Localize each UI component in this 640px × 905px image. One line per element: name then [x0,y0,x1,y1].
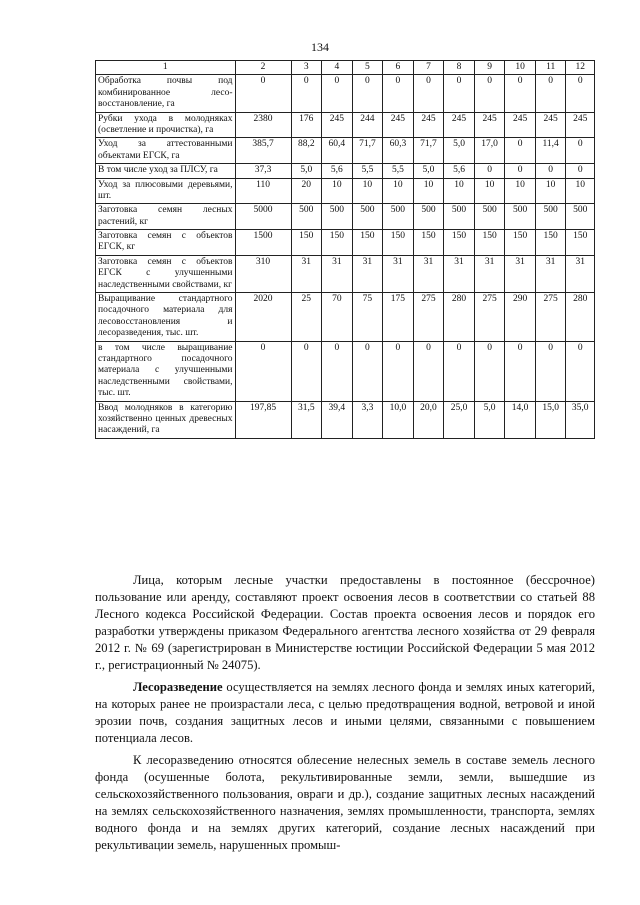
table-header-cell: 8 [444,61,475,75]
row-value: 0 [505,138,536,164]
row-value: 10 [413,178,444,204]
row-value: 20,0 [413,401,444,438]
row-label: Ввод молодняков в категорию хозяйственно ценных древесных насаждений, га [96,401,236,438]
row-value: 31 [413,255,444,292]
row-value: 2380 [235,112,291,138]
row-value: 0 [505,75,536,112]
row-value: 31 [291,255,322,292]
row-value: 0 [474,164,505,178]
term-afforestation: Лесоразведение [133,680,223,694]
table-row [96,293,595,342]
row-value: 0 [235,341,291,401]
row-value: 150 [444,230,475,256]
row-value: 385,7 [235,138,291,164]
row-value: 25 [291,293,322,342]
row-value: 10 [444,178,475,204]
row-value: 150 [413,230,444,256]
paragraph-project-development: Лица, которым лесные участки предоставлены в постоянное (бессрочное) пользование или аренду, составляют проект освоения лесов в соответствии со статьей 88 Лесного кодекса Российской Федерации. Состав проекта освоения лесов и порядок его разработки утверждены приказом Федерального агентства лесного хозяйства от 29 февраля 2012 г. № 69 (зарегистрирован в Министерстве юстиции Российской Федерации 5 мая 2012 г., регистрационный № 24075). [95,573,595,672]
row-value: 500 [383,204,414,230]
row-label: Уход за аттестованными объектами ЕГСК, га [96,138,236,164]
row-value: 245 [535,112,566,138]
row-value: 31 [566,255,595,292]
row-value: 500 [291,204,322,230]
table-body [96,75,595,438]
row-value: 150 [474,230,505,256]
row-value: 5,5 [352,164,383,178]
row-value: 0 [235,75,291,112]
row-value: 5,6 [444,164,475,178]
row-value: 31 [383,255,414,292]
row-label: В том числе уход за ПЛСУ, га [96,164,236,178]
row-value: 0 [535,164,566,178]
row-value: 31 [535,255,566,292]
table-row [96,164,595,178]
body-text [95,572,595,859]
row-value: 0 [474,75,505,112]
table-row [96,178,595,204]
row-value: 245 [383,112,414,138]
row-value: 500 [566,204,595,230]
row-value: 245 [444,112,475,138]
row-value: 0 [352,75,383,112]
row-value: 31,5 [291,401,322,438]
row-value: 0 [535,341,566,401]
row-value: 290 [505,293,536,342]
table-header-cell: 5 [352,61,383,75]
table-header-cell: 4 [322,61,353,75]
table-header-cell: 1 [96,61,236,75]
table-row [96,75,595,112]
table-header-cell: 3 [291,61,322,75]
table-row [96,112,595,138]
row-value: 5,0 [291,164,322,178]
page-number: 134 [311,40,329,54]
row-value: 3,3 [352,401,383,438]
row-value: 2020 [235,293,291,342]
row-label: Заготовка семян лесных растений, кг [96,204,236,230]
row-value: 10 [352,178,383,204]
row-value: 37,3 [235,164,291,178]
paragraph-afforestation-scope: К лесоразведению относятся облесение нелесных земель в составе земель лесного фонда (осушенные болота, рекультивированные земли, земли, вышедшие из сельскохозяйственного пользования, овраги и др.), создание защитных лесных насаждений на землях сельскохозяйственного назначения, землях промышленности, транспорта, землях водного фонда и на землях других категорий, создание лесных насаждений при рекультивации земель, нарушенных промыш- [95,753,595,852]
row-value: 0 [566,164,595,178]
paragraph-afforestation-definition [95,679,595,747]
row-value: 245 [474,112,505,138]
row-value: 15,0 [535,401,566,438]
row-value: 500 [444,204,475,230]
row-value: 0 [566,75,595,112]
row-value: 175 [383,293,414,342]
table-row [96,230,595,256]
row-value: 275 [474,293,505,342]
row-value: 150 [535,230,566,256]
row-value: 0 [413,341,444,401]
row-value: 10 [566,178,595,204]
row-value: 5,0 [474,401,505,438]
row-label: Рубки ухода в молодняках (осветление и прочистка), га [96,112,236,138]
row-value: 0 [505,341,536,401]
row-value: 275 [535,293,566,342]
row-value: 197,85 [235,401,291,438]
row-value: 500 [413,204,444,230]
row-value: 75 [352,293,383,342]
row-value: 0 [444,75,475,112]
row-value: 71,7 [352,138,383,164]
row-label: в том числе выращивание стандартного посадочного материала с улучшенными наследственными свойствами, тыс. шт. [96,341,236,401]
row-value: 500 [505,204,536,230]
paragraph-afforestation-text: осуществляется на землях лесного фонда и землях иных категорий, на которых ранее не произрастали леса, с целью предотвращения водной, ветровой и иной эрозии почв, создания защитных лесов и иными целями, связанными с повышением потенциала лесов. [95,680,595,745]
row-value: 10 [322,178,353,204]
row-value: 0 [413,75,444,112]
row-value: 0 [383,341,414,401]
row-label: Выращивание стандартного посадочного материала для лесовосстановления и лесоразведения, тыс. шт. [96,293,236,342]
row-value: 245 [413,112,444,138]
row-value: 31 [474,255,505,292]
table-header-row [96,61,595,75]
row-value: 5,6 [322,164,353,178]
row-value: 0 [322,75,353,112]
row-value: 35,0 [566,401,595,438]
row-value: 245 [322,112,353,138]
row-value: 150 [352,230,383,256]
row-value: 5000 [235,204,291,230]
row-value: 150 [383,230,414,256]
table-row [96,401,595,438]
table-header-cell: 7 [413,61,444,75]
row-value: 500 [535,204,566,230]
row-value: 31 [444,255,475,292]
row-value: 244 [352,112,383,138]
row-value: 500 [322,204,353,230]
row-value: 20 [291,178,322,204]
row-value: 5,5 [383,164,414,178]
row-value: 0 [474,341,505,401]
table-header-cell: 12 [566,61,595,75]
row-value: 70 [322,293,353,342]
row-value: 0 [444,341,475,401]
row-value: 10 [505,178,536,204]
row-value: 1500 [235,230,291,256]
row-value: 71,7 [413,138,444,164]
row-value: 280 [444,293,475,342]
table-row [96,255,595,292]
row-value: 0 [291,75,322,112]
table-header-cell: 6 [383,61,414,75]
row-value: 110 [235,178,291,204]
row-label: Уход за плюсовыми деревьями, шт. [96,178,236,204]
row-value: 275 [413,293,444,342]
row-value: 150 [505,230,536,256]
row-value: 11,4 [535,138,566,164]
row-value: 31 [352,255,383,292]
row-value: 176 [291,112,322,138]
row-value: 150 [566,230,595,256]
row-value: 14,0 [505,401,536,438]
row-value: 0 [505,164,536,178]
table-header-cell: 2 [235,61,291,75]
row-value: 500 [352,204,383,230]
row-value: 245 [505,112,536,138]
row-value: 10,0 [383,401,414,438]
row-value: 88,2 [291,138,322,164]
row-value: 150 [322,230,353,256]
table-header-cell: 11 [535,61,566,75]
row-value: 17,0 [474,138,505,164]
row-value: 60,4 [322,138,353,164]
row-value: 0 [352,341,383,401]
row-value: 280 [566,293,595,342]
table-header-cell: 9 [474,61,505,75]
table-row [96,138,595,164]
table-row [96,204,595,230]
table-header-cell: 10 [505,61,536,75]
row-value: 60,3 [383,138,414,164]
row-value: 10 [383,178,414,204]
row-value: 150 [291,230,322,256]
row-value: 0 [383,75,414,112]
row-label: Обработка почвы под комбинированное лесовосстановление, га [96,75,236,112]
row-value: 0 [322,341,353,401]
row-value: 31 [505,255,536,292]
row-value: 0 [566,138,595,164]
row-value: 39,4 [322,401,353,438]
row-value: 31 [322,255,353,292]
forestry-table [95,60,595,439]
row-value: 5,0 [413,164,444,178]
row-value: 10 [535,178,566,204]
row-value: 245 [566,112,595,138]
row-value: 5,0 [444,138,475,164]
row-value: 10 [474,178,505,204]
row-value: 0 [291,341,322,401]
row-value: 0 [566,341,595,401]
row-value: 310 [235,255,291,292]
row-label: Заготовка семян с объектов ЕГСК, кг [96,230,236,256]
row-value: 0 [535,75,566,112]
row-label: Заготовка семян с объектов ЕГСК с улучшенными наследственными свойствами, кг [96,255,236,292]
row-value: 25,0 [444,401,475,438]
row-value: 500 [474,204,505,230]
table-row [96,341,595,401]
